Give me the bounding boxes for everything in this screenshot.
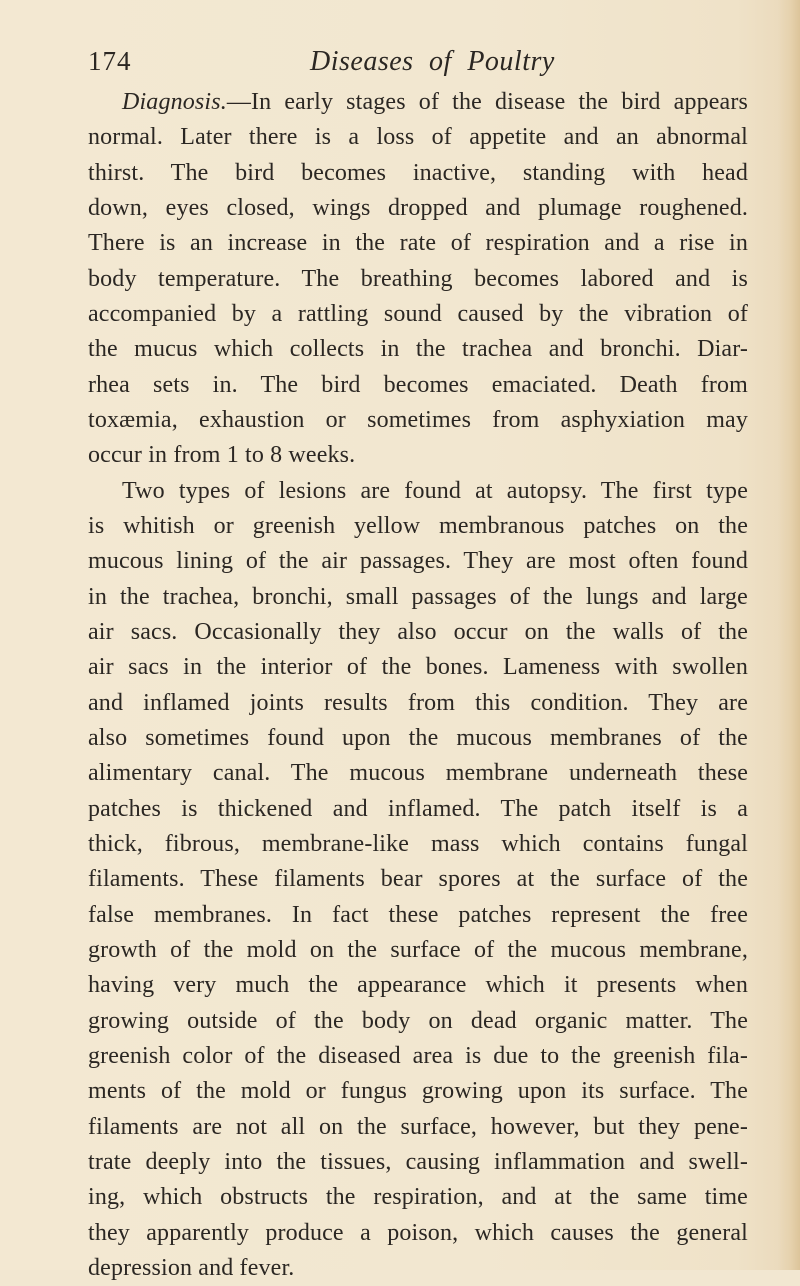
- text-line-rest: —In early stages of the disease the bird appears: [226, 89, 748, 115]
- text-line: also sometimes found upon the mucous membranes of the: [88, 724, 748, 751]
- page-number: 174: [88, 46, 132, 76]
- text-line: air sacs. Occasionally they also occur on the walls of the: [88, 618, 748, 645]
- text-line: normal. Later there is a loss of appetite and an abnormal: [88, 124, 748, 151]
- text-line: ing, which obstructs the respiration, and at the same time: [88, 1184, 748, 1211]
- text-line: filaments are not all on the surface, however, but they pene-: [88, 1113, 748, 1140]
- text-line: is whitish or greenish yellow membranous patches on the: [88, 512, 748, 539]
- page-edge-shadow: [778, 0, 800, 1270]
- text-line: body temperature. The breathing becomes labored and is: [88, 265, 748, 292]
- text-line: and inflamed joints results from this condition. They are: [88, 689, 748, 716]
- section-heading-diagnosis: Diagnosis.: [122, 89, 227, 115]
- text-line: in the trachea, bronchi, small passages of the lungs and large: [88, 583, 748, 610]
- text-line: trate deeply into the tissues, causing inflammation and swell-: [88, 1148, 748, 1175]
- text-line: growing outside of the body on dead organic matter. The: [88, 1007, 748, 1034]
- text-line: depression and fever.: [88, 1254, 295, 1281]
- text-line: thirst. The bird becomes inactive, standing with head: [88, 159, 748, 186]
- text-line: thick, fibrous, membrane-like mass which contains fungal: [88, 830, 748, 857]
- text-line: mucous lining of the air passages. They are most often found: [88, 548, 748, 575]
- running-title: Diseases of Poultry: [310, 46, 555, 77]
- text-line: ments of the mold or fungus growing upon its surface. The: [88, 1078, 748, 1105]
- text-line: the mucus which collects in the trachea and bronchi. Diar-: [88, 336, 748, 363]
- text-line: air sacs in the interior of the bones. Lameness with swollen: [88, 654, 748, 681]
- text-line: rhea sets in. The bird becomes emaciated. Death from: [88, 371, 748, 398]
- text-line: patches is thickened and inflamed. The patch itself is a: [88, 795, 748, 822]
- text-line: Two types of lesions are found at autopsy. The first type: [122, 477, 748, 504]
- text-line: occur in from 1 to 8 weeks.: [88, 442, 356, 469]
- body-text: [88, 85, 748, 1286]
- text-line: filaments. These filaments bear spores at the surface of the: [88, 866, 748, 893]
- text-line: alimentary canal. The mucous membrane underneath these: [88, 760, 748, 787]
- text-line: false membranes. In fact these patches represent the free: [88, 901, 748, 928]
- paragraph-lesions: [88, 474, 748, 1286]
- text-line: toxæmia, exhaustion or sometimes from asphyxiation may: [88, 406, 748, 433]
- paragraph-diagnosis: [88, 85, 748, 474]
- text-line: down, eyes closed, wings dropped and plumage roughened.: [88, 194, 748, 221]
- text-line: [88, 85, 748, 120]
- text-line: they apparently produce a poison, which causes the general: [88, 1219, 748, 1246]
- text-line: greenish color of the diseased area is due to the greenish fila-: [88, 1042, 748, 1069]
- text-line: having very much the appearance which it presents when: [88, 972, 748, 999]
- text-line: accompanied by a rattling sound caused by the vibration of: [88, 300, 748, 327]
- text-line: growth of the mold on the surface of the mucous membrane,: [88, 936, 748, 963]
- page-header: [88, 46, 748, 86]
- text-line: There is an increase in the rate of respiration and a rise in: [88, 230, 748, 257]
